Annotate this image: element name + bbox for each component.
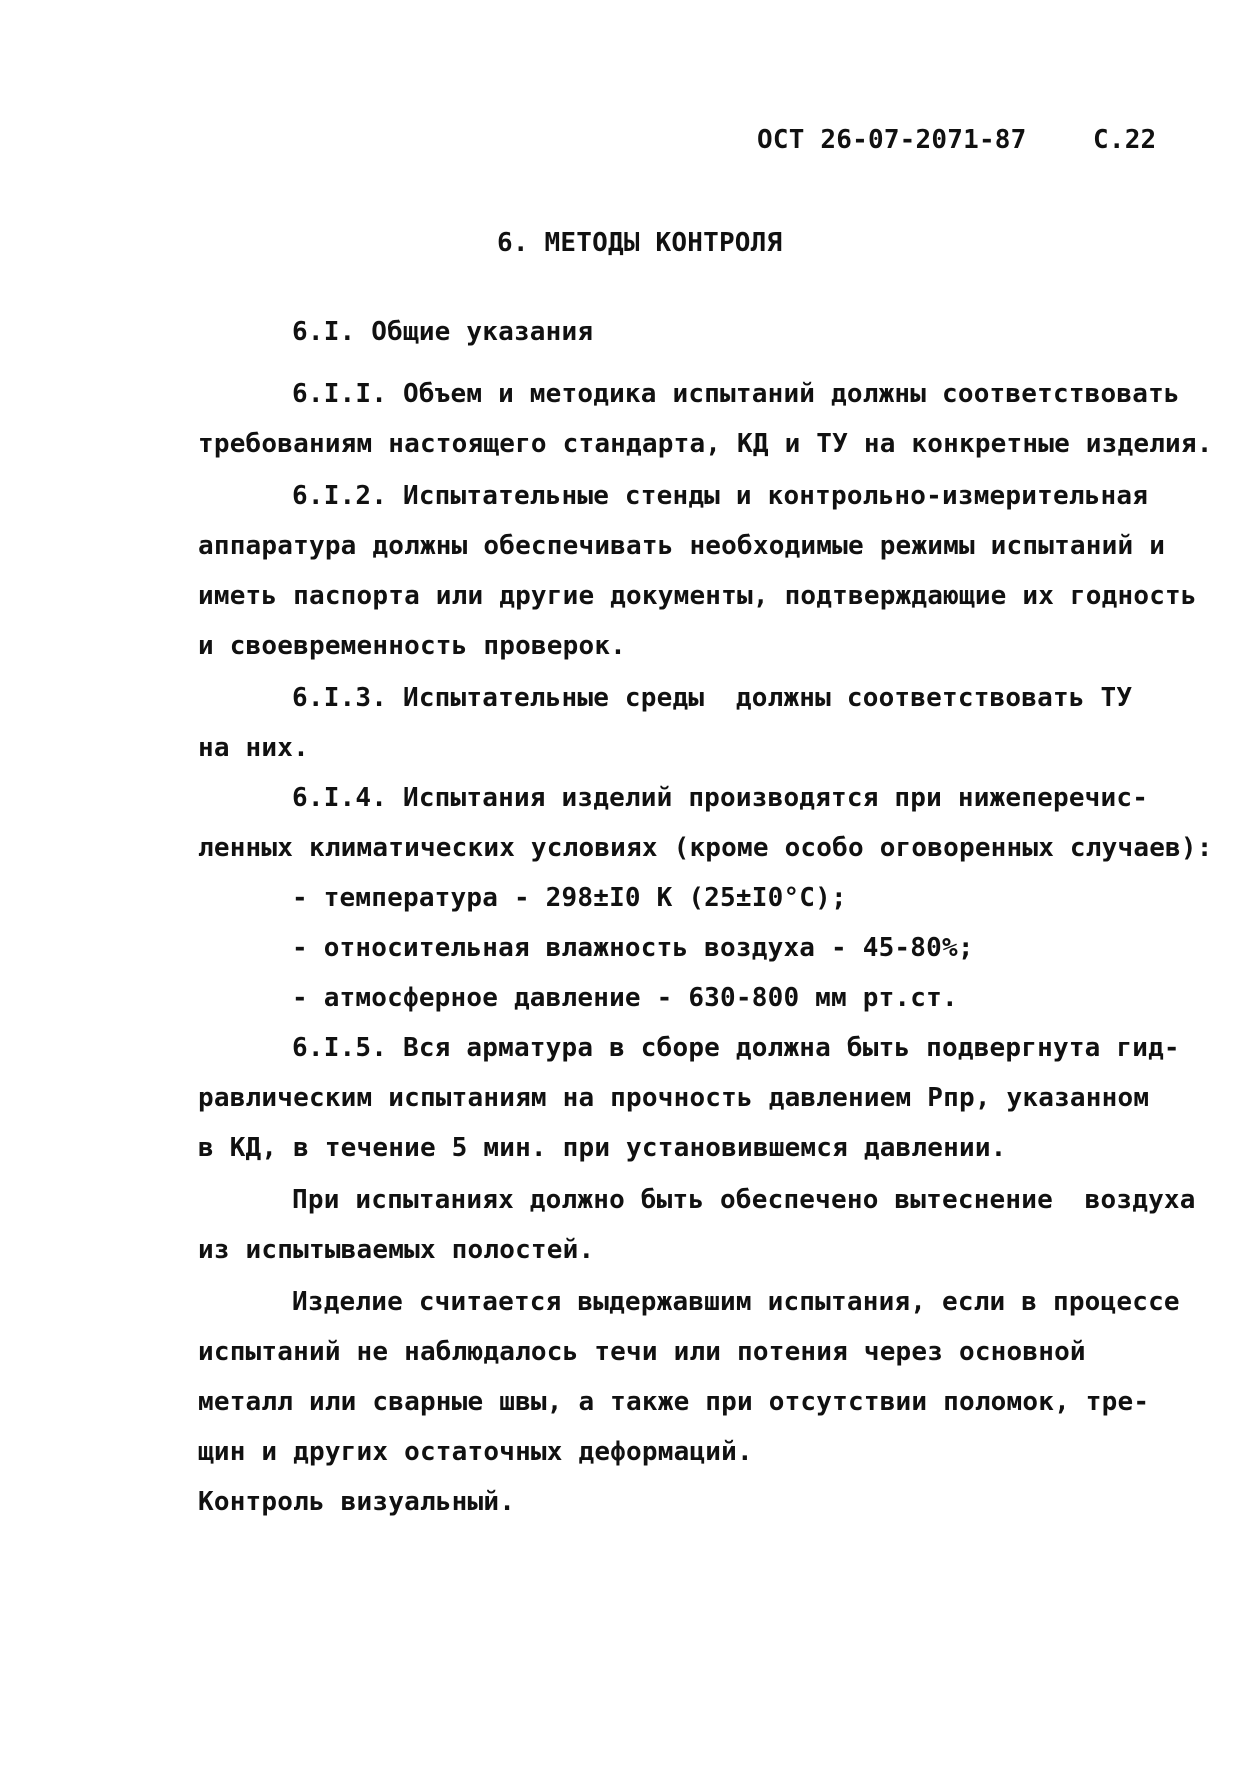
- text-line: из испытываемых полостей.: [198, 1235, 595, 1265]
- text-line: 6.I.3. Испытательные среды должны соответствовать ТУ: [292, 683, 1133, 713]
- text-line: требованиям настоящего стандарта, КД и ТУ на конкретные изделия.: [198, 429, 1213, 459]
- text-line: - температура - 298±I0 К (25±I0°С);: [292, 883, 847, 913]
- text-line: 6.I.I. Объем и методика испытаний должны соответствовать: [292, 379, 1180, 409]
- text-line: равлическим испытаниям на прочность давлением Рпр, указанном: [198, 1083, 1150, 1113]
- text-line: 6.I.5. Вся арматура в сборе должна быть подвергнута гид-: [292, 1033, 1180, 1063]
- text-line: Изделие считается выдержавшим испытания, если в процессе: [292, 1287, 1180, 1317]
- text-line: в КД, в течение 5 мин. при установившемся давлении.: [198, 1133, 1007, 1163]
- text-line: на них.: [198, 733, 309, 763]
- text-line: 6.I.2. Испытательные стенды и контрольно-измерительная: [292, 481, 1149, 511]
- text-line: иметь паспорта или другие документы, подтверждающие их годность: [198, 581, 1197, 611]
- text-line: При испытаниях должно быть обеспечено вытеснение воздуха: [292, 1185, 1196, 1215]
- section-title: 6. МЕТОДЫ КОНТРОЛЯ: [497, 228, 783, 258]
- text-line: и своевременность проверок.: [198, 631, 627, 661]
- text-line: щин и других остаточных деформаций.: [198, 1437, 753, 1467]
- text-line: испытаний не наблюдалось течи или потения через основной: [198, 1337, 1086, 1367]
- text-line: - атмосферное давление - 630-800 мм рт.ст.: [292, 983, 958, 1013]
- page-number: С.22: [1093, 125, 1157, 155]
- text-line: Контроль визуальный.: [198, 1487, 516, 1517]
- text-line: ленных климатических условиях (кроме особо оговоренных случаев):: [198, 833, 1213, 863]
- text-line: металл или сварные швы, а также при отсутствии поломок, тре-: [198, 1387, 1150, 1417]
- document-number: ОСТ 26-07-2071-87: [757, 125, 1027, 155]
- text-line: - относительная влажность воздуха - 45-80%;: [292, 933, 974, 963]
- text-line: аппаратура должны обеспечивать необходимые режимы испытаний и: [198, 531, 1166, 561]
- subsection-title: 6.I. Общие указания: [292, 317, 594, 347]
- text-line: 6.I.4. Испытания изделий производятся при нижеперечис-: [292, 783, 1149, 813]
